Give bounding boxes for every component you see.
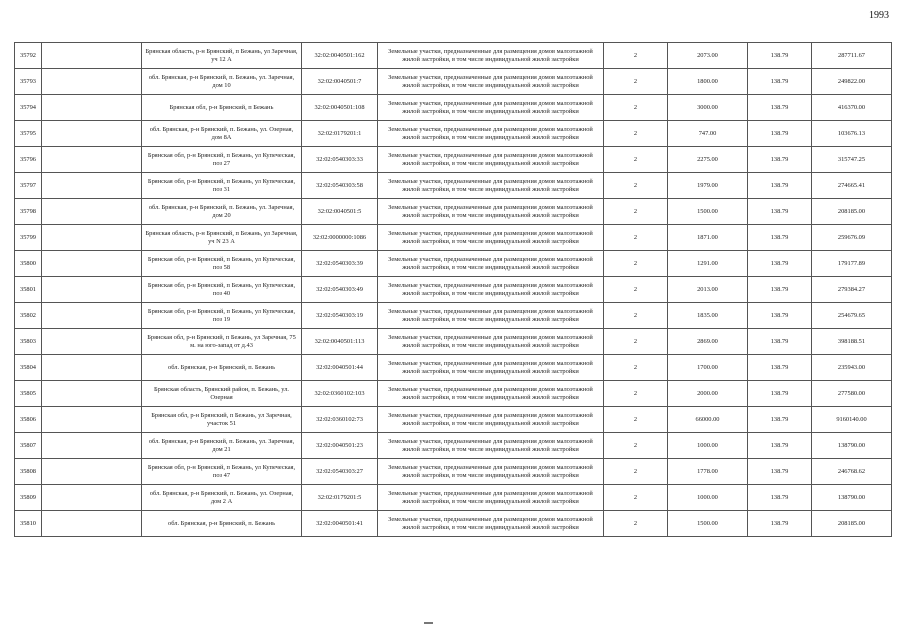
value-cell: 179177.89 bbox=[812, 251, 892, 277]
count-cell: 2 bbox=[604, 251, 668, 277]
land-use-cell: Земельные участки, предназначенные для размещения домов малоэтажной жилой застройки, в том числе индивидуальной жилой застройки bbox=[378, 225, 604, 251]
rate-cell: 138.79 bbox=[748, 69, 812, 95]
value-cell: 246768.62 bbox=[812, 459, 892, 485]
count-cell: 2 bbox=[604, 277, 668, 303]
cadastral-number-cell: 32:02:0540303:39 bbox=[302, 251, 378, 277]
area-cell: 1800.00 bbox=[668, 69, 748, 95]
table-row bbox=[15, 147, 892, 173]
row-id-cell: 35796 bbox=[15, 147, 42, 173]
land-use-cell: Земельные участки, предназначенные для размещения домов малоэтажной жилой застройки, в том числе индивидуальной жилой застройки bbox=[378, 511, 604, 537]
address-cell: Брянская обл, р-н Брянский, п Бежань, ул Заречная, участок 51 bbox=[142, 407, 302, 433]
blank-cell bbox=[42, 433, 142, 459]
blank-cell bbox=[42, 485, 142, 511]
count-cell: 2 bbox=[604, 199, 668, 225]
land-use-cell: Земельные участки, предназначенные для размещения домов малоэтажной жилой застройки, в том числе индивидуальной жилой застройки bbox=[378, 69, 604, 95]
count-cell: 2 bbox=[604, 69, 668, 95]
blank-cell bbox=[42, 303, 142, 329]
count-cell: 2 bbox=[604, 95, 668, 121]
area-cell: 3000.00 bbox=[668, 95, 748, 121]
cadastral-number-cell: 32:02:0179201:1 bbox=[302, 121, 378, 147]
address-cell: Брянская обл, р-н Брянский, п Бежань, ул Купеческая, поз 47 bbox=[142, 459, 302, 485]
land-use-cell: Земельные участки, предназначенные для размещения домов малоэтажной жилой застройки, в том числе индивидуальной жилой застройки bbox=[378, 407, 604, 433]
count-cell: 2 bbox=[604, 459, 668, 485]
table-row bbox=[15, 277, 892, 303]
area-cell: 1500.00 bbox=[668, 511, 748, 537]
cadastral-table-body bbox=[15, 43, 892, 537]
blank-cell bbox=[42, 277, 142, 303]
footer-mark bbox=[424, 622, 433, 624]
row-id-cell: 35804 bbox=[15, 355, 42, 381]
rate-cell: 138.79 bbox=[748, 433, 812, 459]
rate-cell: 138.79 bbox=[748, 277, 812, 303]
rate-cell: 138.79 bbox=[748, 43, 812, 69]
cadastral-table bbox=[14, 42, 892, 537]
cadastral-number-cell: 32:02:0040501:44 bbox=[302, 355, 378, 381]
row-id-cell: 35810 bbox=[15, 511, 42, 537]
rate-cell: 138.79 bbox=[748, 407, 812, 433]
rate-cell: 138.79 bbox=[748, 121, 812, 147]
row-id-cell: 35809 bbox=[15, 485, 42, 511]
cadastral-number-cell: 32:02:0360102:73 bbox=[302, 407, 378, 433]
rate-cell: 138.79 bbox=[748, 251, 812, 277]
row-id-cell: 35792 bbox=[15, 43, 42, 69]
rate-cell: 138.79 bbox=[748, 199, 812, 225]
rate-cell: 138.79 bbox=[748, 459, 812, 485]
count-cell: 2 bbox=[604, 433, 668, 459]
land-use-cell: Земельные участки, предназначенные для размещения домов малоэтажной жилой застройки, в том числе индивидуальной жилой застройки bbox=[378, 303, 604, 329]
land-use-cell: Земельные участки, предназначенные для размещения домов малоэтажной жилой застройки, в том числе индивидуальной жилой застройки bbox=[378, 485, 604, 511]
area-cell: 1700.00 bbox=[668, 355, 748, 381]
value-cell: 138790.00 bbox=[812, 433, 892, 459]
table-row bbox=[15, 251, 892, 277]
count-cell: 2 bbox=[604, 329, 668, 355]
blank-cell bbox=[42, 329, 142, 355]
area-cell: 2000.00 bbox=[668, 381, 748, 407]
cadastral-number-cell: 32:02:0040501:23 bbox=[302, 433, 378, 459]
count-cell: 2 bbox=[604, 121, 668, 147]
land-use-cell: Земельные участки, предназначенные для размещения домов малоэтажной жилой застройки, в том числе индивидуальной жилой застройки bbox=[378, 43, 604, 69]
cadastral-number-cell: 32:02:0040501:113 bbox=[302, 329, 378, 355]
area-cell: 1871.00 bbox=[668, 225, 748, 251]
area-cell: 2073.00 bbox=[668, 43, 748, 69]
address-cell: обл. Брянская, р-н Брянский, п. Бежань bbox=[142, 511, 302, 537]
table-row bbox=[15, 69, 892, 95]
land-use-cell: Земельные участки, предназначенные для размещения домов малоэтажной жилой застройки, в том числе индивидуальной жилой застройки bbox=[378, 199, 604, 225]
value-cell: 138790.00 bbox=[812, 485, 892, 511]
table-row bbox=[15, 381, 892, 407]
area-cell: 1500.00 bbox=[668, 199, 748, 225]
address-cell: Брянская область, р-н Брянский, п Бежань, ул Заречная, уч N 23 А bbox=[142, 225, 302, 251]
value-cell: 277580.00 bbox=[812, 381, 892, 407]
land-use-cell: Земельные участки, предназначенные для размещения домов малоэтажной жилой застройки, в том числе индивидуальной жилой застройки bbox=[378, 251, 604, 277]
value-cell: 254679.65 bbox=[812, 303, 892, 329]
table-row bbox=[15, 459, 892, 485]
area-cell: 747.00 bbox=[668, 121, 748, 147]
blank-cell bbox=[42, 121, 142, 147]
table-row bbox=[15, 95, 892, 121]
land-use-cell: Земельные участки, предназначенные для размещения домов малоэтажной жилой застройки, в том числе индивидуальной жилой застройки bbox=[378, 173, 604, 199]
blank-cell bbox=[42, 43, 142, 69]
address-cell: Брянская обл, р-н Брянский, п Бежань, ул Купеческая, поз 40 bbox=[142, 277, 302, 303]
row-id-cell: 35805 bbox=[15, 381, 42, 407]
blank-cell bbox=[42, 355, 142, 381]
table-row bbox=[15, 433, 892, 459]
table-row bbox=[15, 225, 892, 251]
rate-cell: 138.79 bbox=[748, 355, 812, 381]
cadastral-number-cell: 32:02:0040501:7 bbox=[302, 69, 378, 95]
value-cell: 416370.00 bbox=[812, 95, 892, 121]
rate-cell: 138.79 bbox=[748, 511, 812, 537]
rate-cell: 138.79 bbox=[748, 303, 812, 329]
address-cell: обл. Брянская, р-н Брянский, п. Бежань, ул. Озерная, дом 8А bbox=[142, 121, 302, 147]
rate-cell: 138.79 bbox=[748, 95, 812, 121]
area-cell: 2869.00 bbox=[668, 329, 748, 355]
row-id-cell: 35808 bbox=[15, 459, 42, 485]
table-row bbox=[15, 43, 892, 69]
count-cell: 2 bbox=[604, 173, 668, 199]
count-cell: 2 bbox=[604, 485, 668, 511]
row-id-cell: 35797 bbox=[15, 173, 42, 199]
area-cell: 1979.00 bbox=[668, 173, 748, 199]
cadastral-number-cell: 32:02:0540303:19 bbox=[302, 303, 378, 329]
blank-cell bbox=[42, 459, 142, 485]
row-id-cell: 35803 bbox=[15, 329, 42, 355]
value-cell: 103676.13 bbox=[812, 121, 892, 147]
row-id-cell: 35802 bbox=[15, 303, 42, 329]
cadastral-number-cell: 32:02:0040501:162 bbox=[302, 43, 378, 69]
rate-cell: 138.79 bbox=[748, 329, 812, 355]
blank-cell bbox=[42, 199, 142, 225]
blank-cell bbox=[42, 173, 142, 199]
land-use-cell: Земельные участки, предназначенные для размещения домов малоэтажной жилой застройки, в том числе индивидуальной жилой застройки bbox=[378, 277, 604, 303]
land-use-cell: Земельные участки, предназначенные для размещения домов малоэтажной жилой застройки, в том числе индивидуальной жилой застройки bbox=[378, 95, 604, 121]
area-cell: 66000.00 bbox=[668, 407, 748, 433]
cadastral-number-cell: 32:02:0000000:1086 bbox=[302, 225, 378, 251]
row-id-cell: 35794 bbox=[15, 95, 42, 121]
cadastral-number-cell: 32:02:0040501:41 bbox=[302, 511, 378, 537]
land-use-cell: Земельные участки, предназначенные для размещения домов малоэтажной жилой застройки, в том числе индивидуальной жилой застройки bbox=[378, 381, 604, 407]
row-id-cell: 35801 bbox=[15, 277, 42, 303]
count-cell: 2 bbox=[604, 381, 668, 407]
land-use-cell: Земельные участки, предназначенные для размещения домов малоэтажной жилой застройки, в том числе индивидуальной жилой застройки bbox=[378, 147, 604, 173]
table-row bbox=[15, 329, 892, 355]
rate-cell: 138.79 bbox=[748, 173, 812, 199]
address-cell: Брянская область, р-н Брянский, п Бежань, ул Заречная, уч 12 А bbox=[142, 43, 302, 69]
table-row bbox=[15, 407, 892, 433]
value-cell: 287711.67 bbox=[812, 43, 892, 69]
count-cell: 2 bbox=[604, 407, 668, 433]
count-cell: 2 bbox=[604, 43, 668, 69]
cadastral-number-cell: 32:02:0040501:5 bbox=[302, 199, 378, 225]
address-cell: Брянская обл, р-н Брянский, п Бежань bbox=[142, 95, 302, 121]
count-cell: 2 bbox=[604, 225, 668, 251]
address-cell: обл. Брянская, р-н Брянский, п. Бежань, ул. Заречная, дом 20 bbox=[142, 199, 302, 225]
address-cell: Брянская обл, р-н Брянский, п Бежань, ул Купеческая, поз 31 bbox=[142, 173, 302, 199]
cadastral-number-cell: 32:02:0179201:5 bbox=[302, 485, 378, 511]
address-cell: Брянская область, Брянский район, п. Бежань, ул. Озерная bbox=[142, 381, 302, 407]
land-use-cell: Земельные участки, предназначенные для размещения домов малоэтажной жилой застройки, в том числе индивидуальной жилой застройки bbox=[378, 329, 604, 355]
cadastral-number-cell: 32:02:0040501:108 bbox=[302, 95, 378, 121]
blank-cell bbox=[42, 69, 142, 95]
table-row bbox=[15, 355, 892, 381]
land-use-cell: Земельные участки, предназначенные для размещения домов малоэтажной жилой застройки, в том числе индивидуальной жилой застройки bbox=[378, 433, 604, 459]
area-cell: 2013.00 bbox=[668, 277, 748, 303]
area-cell: 1778.00 bbox=[668, 459, 748, 485]
cadastral-number-cell: 32:02:0540303:49 bbox=[302, 277, 378, 303]
address-cell: Брянская обл, р-н Брянский, п Бежань, ул Купеческая, поз 19 bbox=[142, 303, 302, 329]
count-cell: 2 bbox=[604, 355, 668, 381]
area-cell: 2275.00 bbox=[668, 147, 748, 173]
address-cell: обл. Брянская, р-н Брянский, п. Бежань, ул. Озерная, дом 2 А bbox=[142, 485, 302, 511]
row-id-cell: 35806 bbox=[15, 407, 42, 433]
value-cell: 235943.00 bbox=[812, 355, 892, 381]
address-cell: Брянская обл, р-н Брянский, п Бежань, ул Купеческая, поз 58 bbox=[142, 251, 302, 277]
value-cell: 9160140.00 bbox=[812, 407, 892, 433]
address-cell: Брянская обл, р-н Брянский, п Бежань, ул Купеческая, поз 27 bbox=[142, 147, 302, 173]
cadastral-number-cell: 32:02:0540303:33 bbox=[302, 147, 378, 173]
value-cell: 249822.00 bbox=[812, 69, 892, 95]
area-cell: 1000.00 bbox=[668, 485, 748, 511]
address-cell: обл. Брянская, р-н Брянский, п. Бежань bbox=[142, 355, 302, 381]
value-cell: 315747.25 bbox=[812, 147, 892, 173]
rate-cell: 138.79 bbox=[748, 147, 812, 173]
blank-cell bbox=[42, 251, 142, 277]
area-cell: 1000.00 bbox=[668, 433, 748, 459]
row-id-cell: 35799 bbox=[15, 225, 42, 251]
table-row bbox=[15, 485, 892, 511]
land-use-cell: Земельные участки, предназначенные для размещения домов малоэтажной жилой застройки, в том числе индивидуальной жилой застройки bbox=[378, 121, 604, 147]
blank-cell bbox=[42, 147, 142, 173]
count-cell: 2 bbox=[604, 147, 668, 173]
value-cell: 208185.00 bbox=[812, 511, 892, 537]
row-id-cell: 35795 bbox=[15, 121, 42, 147]
blank-cell bbox=[42, 95, 142, 121]
table-row bbox=[15, 511, 892, 537]
area-cell: 1291.00 bbox=[668, 251, 748, 277]
address-cell: обл. Брянская, р-н Брянский, п. Бежань, ул. Заречная, дом 21 bbox=[142, 433, 302, 459]
cadastral-number-cell: 32:02:0540303:58 bbox=[302, 173, 378, 199]
row-id-cell: 35798 bbox=[15, 199, 42, 225]
rate-cell: 138.79 bbox=[748, 381, 812, 407]
blank-cell bbox=[42, 407, 142, 433]
land-use-cell: Земельные участки, предназначенные для размещения домов малоэтажной жилой застройки, в том числе индивидуальной жилой застройки bbox=[378, 355, 604, 381]
cadastral-number-cell: 32:02:0540303:27 bbox=[302, 459, 378, 485]
address-cell: Брянская обл, р-н Брянский, п Бежань, ул Заречная, 75 м. на юго-запад от д.43 bbox=[142, 329, 302, 355]
blank-cell bbox=[42, 225, 142, 251]
value-cell: 274665.41 bbox=[812, 173, 892, 199]
count-cell: 2 bbox=[604, 511, 668, 537]
value-cell: 398188.51 bbox=[812, 329, 892, 355]
row-id-cell: 35800 bbox=[15, 251, 42, 277]
table-row bbox=[15, 121, 892, 147]
row-id-cell: 35807 bbox=[15, 433, 42, 459]
table-row bbox=[15, 199, 892, 225]
cadastral-number-cell: 32:02:0360102:103 bbox=[302, 381, 378, 407]
value-cell: 259676.09 bbox=[812, 225, 892, 251]
rate-cell: 138.79 bbox=[748, 485, 812, 511]
blank-cell bbox=[42, 511, 142, 537]
rate-cell: 138.79 bbox=[748, 225, 812, 251]
table-row bbox=[15, 303, 892, 329]
land-use-cell: Земельные участки, предназначенные для размещения домов малоэтажной жилой застройки, в том числе индивидуальной жилой застройки bbox=[378, 459, 604, 485]
value-cell: 279384.27 bbox=[812, 277, 892, 303]
address-cell: обл. Брянская, р-н Брянский, п. Бежань, ул. Заречная, дом 10 bbox=[142, 69, 302, 95]
row-id-cell: 35793 bbox=[15, 69, 42, 95]
area-cell: 1835.00 bbox=[668, 303, 748, 329]
value-cell: 208185.00 bbox=[812, 199, 892, 225]
count-cell: 2 bbox=[604, 303, 668, 329]
table-row bbox=[15, 173, 892, 199]
page-number: 1993 bbox=[869, 10, 889, 21]
blank-cell bbox=[42, 381, 142, 407]
